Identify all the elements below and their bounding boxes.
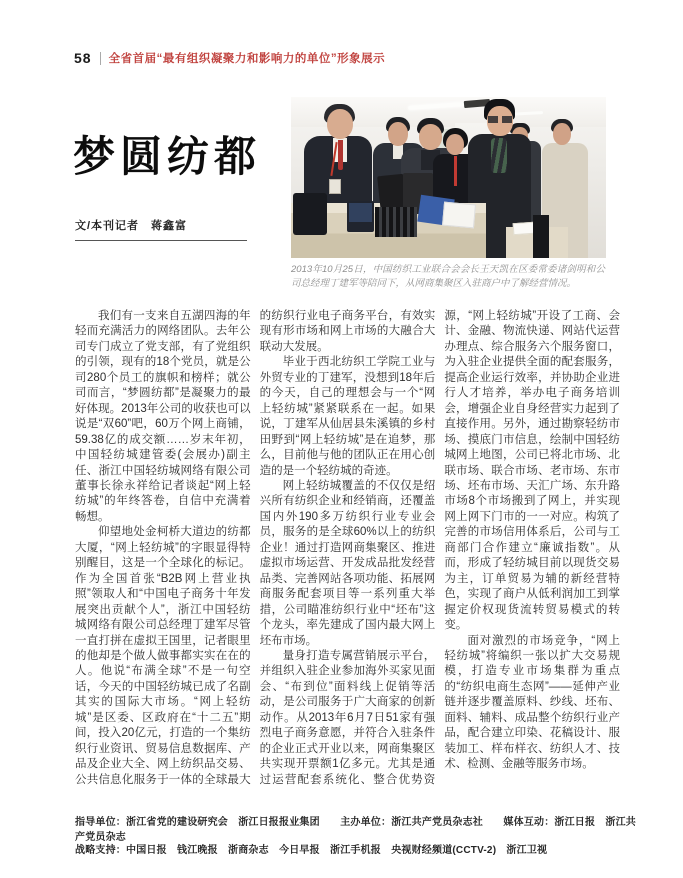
photo-person-head <box>327 109 353 139</box>
article-paragraph: 仰望地处金柯桥大道边的纺都大厦，“网上轻纺城”的字眼显得特别醒目，这是一个全球化的标记。作为全国首张“B2B网上营业执照”领取人和“中国电子商务十年发展突出贡献个人”，浙江中国轻纺城网络有限公司总经理丁建军尽管一直打拼在虚拟王国里，记者眼里的他却是个做人做事都实实在在的人。他说“布满全球”不是一句空话，今天的中国轻纺城已成了名副其实的国际大市场。“网上轻纺城”是区委、区政府在“十二五”期间，投入20亿元，打造的一个集纺织行业资讯、贸易信息数据库、产品及企业大全、网上纺织品交易、公共信息化服务于一体的全球最大的纺织行业电子商务平台，有效实现有形市场和网上市场的大融合大联动大发展。 <box>75 310 436 786</box>
article-paragraph: 面对激烈的市场竞争，“网上轻纺城”将编织一张以扩大交易规模，打造专业市场集群为重点的“纺织电商生态网”——延伸产业链并逐步覆盖原料、纱线、坯布、面料、辅料、成品整个纺织行业产品，配合建立印染、花稿设计、服装加工、样布样衣、纺织人才、技术、检测、金融等服务市场。 <box>444 634 620 771</box>
photo-person-head <box>553 123 571 145</box>
photo-pc-tower <box>533 215 549 258</box>
photo-file-rack <box>375 207 417 237</box>
article-paragraph: 我们有一支来自五湖四海的年轻而充满活力的网络团队。去年公司专门成立了党支部，有了党组织的引领，现有的18个党员，就是公司280个员工的旗帜和榜样；就公司而言，“梦圆纺都”是凝聚力的最好体现。2013年公司的收获也可以说是“双60”吧，60万个网上商铺，59.38亿的成交额……岁末年初，中国轻纺城建管委(会展办)副主任、浙江中国轻纺城网络有限公司董事长徐永祥给记者谈起“网上轻纺城”的年终答卷，自信中充满着畅想。 <box>75 310 251 523</box>
article-photo <box>291 97 606 258</box>
photo-person-head <box>446 134 464 155</box>
photo-person-red-tie <box>338 140 343 170</box>
article-paragraph: 量身打造专属营销展示平台，并组织入驻企业参加海外买家见面会、“布到位”面料线上促销等活动，是公司服务于广大商家的创新动作。从2013年6月7日51家有强烈电子商务意愿，并符合入驻条件的企业正式开业以来，网商集聚区共实现开票额1亿多元。尤其是通过运营配套系统化、整合优势资源，“网上轻纺城”开设了工商、会计、金融、物流快递、网站代运营办理点、综合服务六个服务窗口，为入驻企业提供全面的配套服务，提高企业运行效率，并协助企业进行人才培养，举办电子商务培训会，增强企业自身经营实力起到了直接作用。另外，通过勘察轻纺市场、摸底门市信息，绘制中国轻纺城网上地图，公司已将北市场、北联市场、联合市场、老市场、东市场、坯布市场、天汇广场、东升路市场8个市场搬到了网上，并实现网上网下门市的一一对应。构筑了完善的市场信用体系后，公司与工商部门合作建立“廉诚指数”。从而，形成了轻纺城目前以现货交易为主，订单贸易为辅的新经营特色，实现了商户从低利润加工到掌握定价权现货流转贸易模式的转变。 <box>259 310 620 786</box>
page-number: 58 <box>74 50 92 66</box>
photo-person-badge <box>329 179 341 194</box>
photo-person-lanyard <box>454 156 457 186</box>
photo-monitor-screen <box>349 203 372 222</box>
photo-person-glasses <box>488 116 512 123</box>
photo-monitor <box>293 193 327 235</box>
article-byline: 文/本刊记者 蒋鑫富 <box>75 220 188 232</box>
header-divider <box>100 52 101 65</box>
article-paragraph: 网上轻纺城覆盖的不仅仅是绍兴所有纺织企业和经销商，还覆盖国内外190多万纺织行业专业会员，服务的是全球60%以上的纺织企业！通过打造网商集聚区、推进虚拟市场运营、开发成品批发经营品类、完善网站各项功能、拓展网商服务配套项目等一系列重大举措，公司瞄准纺织行业中“坯布”这个龙头，率先建成了国内最大网上坯布市场。 <box>259 479 436 647</box>
section-title: 全省首届“最有组织凝聚力和影响力的单位”形象展示 <box>108 53 386 65</box>
photo-person-scarf <box>491 138 507 173</box>
byline-rule <box>75 240 247 241</box>
photo-caption: 2013年10月25日，中国纺织工业联合会会长王天凯在区委常委诸剑明和公司总经理丁建军等陪同下，从网商集聚区入驻商户中了解经营情况。 <box>291 264 605 289</box>
footer-credits-line2: 战略支持：中国日报 钱江晚报 浙商杂志 今日早报 浙江手机报 央视财经频道(CCTV-2) 浙江卫视 <box>75 845 548 856</box>
photo-papers <box>442 202 476 229</box>
article-paragraph: 毕业于西北纺织工学院工业与外贸专业的丁建军，没想到18年后的今天，自己的理想会与一个“网上轻纺城”紧紧联系在一起。如果说，丁建军从仙居县朱溪镇的乡村田野到“网上轻纺城”是在追梦，那么，目前他与他的团队正在用心创造的是一个轻纺城的奇迹。 <box>259 356 436 477</box>
page-header <box>74 50 385 66</box>
article-body <box>75 309 620 793</box>
photo-person-head <box>388 122 408 146</box>
article-title: 梦圆纺都 <box>73 135 262 181</box>
photo-person-head <box>419 124 442 150</box>
footer-credits-line1: 指导单位：浙江省党的建设研究会 浙江日报报业集团 主办单位：浙江共产党员杂志社 媒体互动：浙江日报 浙江共产党员杂志 <box>75 817 636 843</box>
